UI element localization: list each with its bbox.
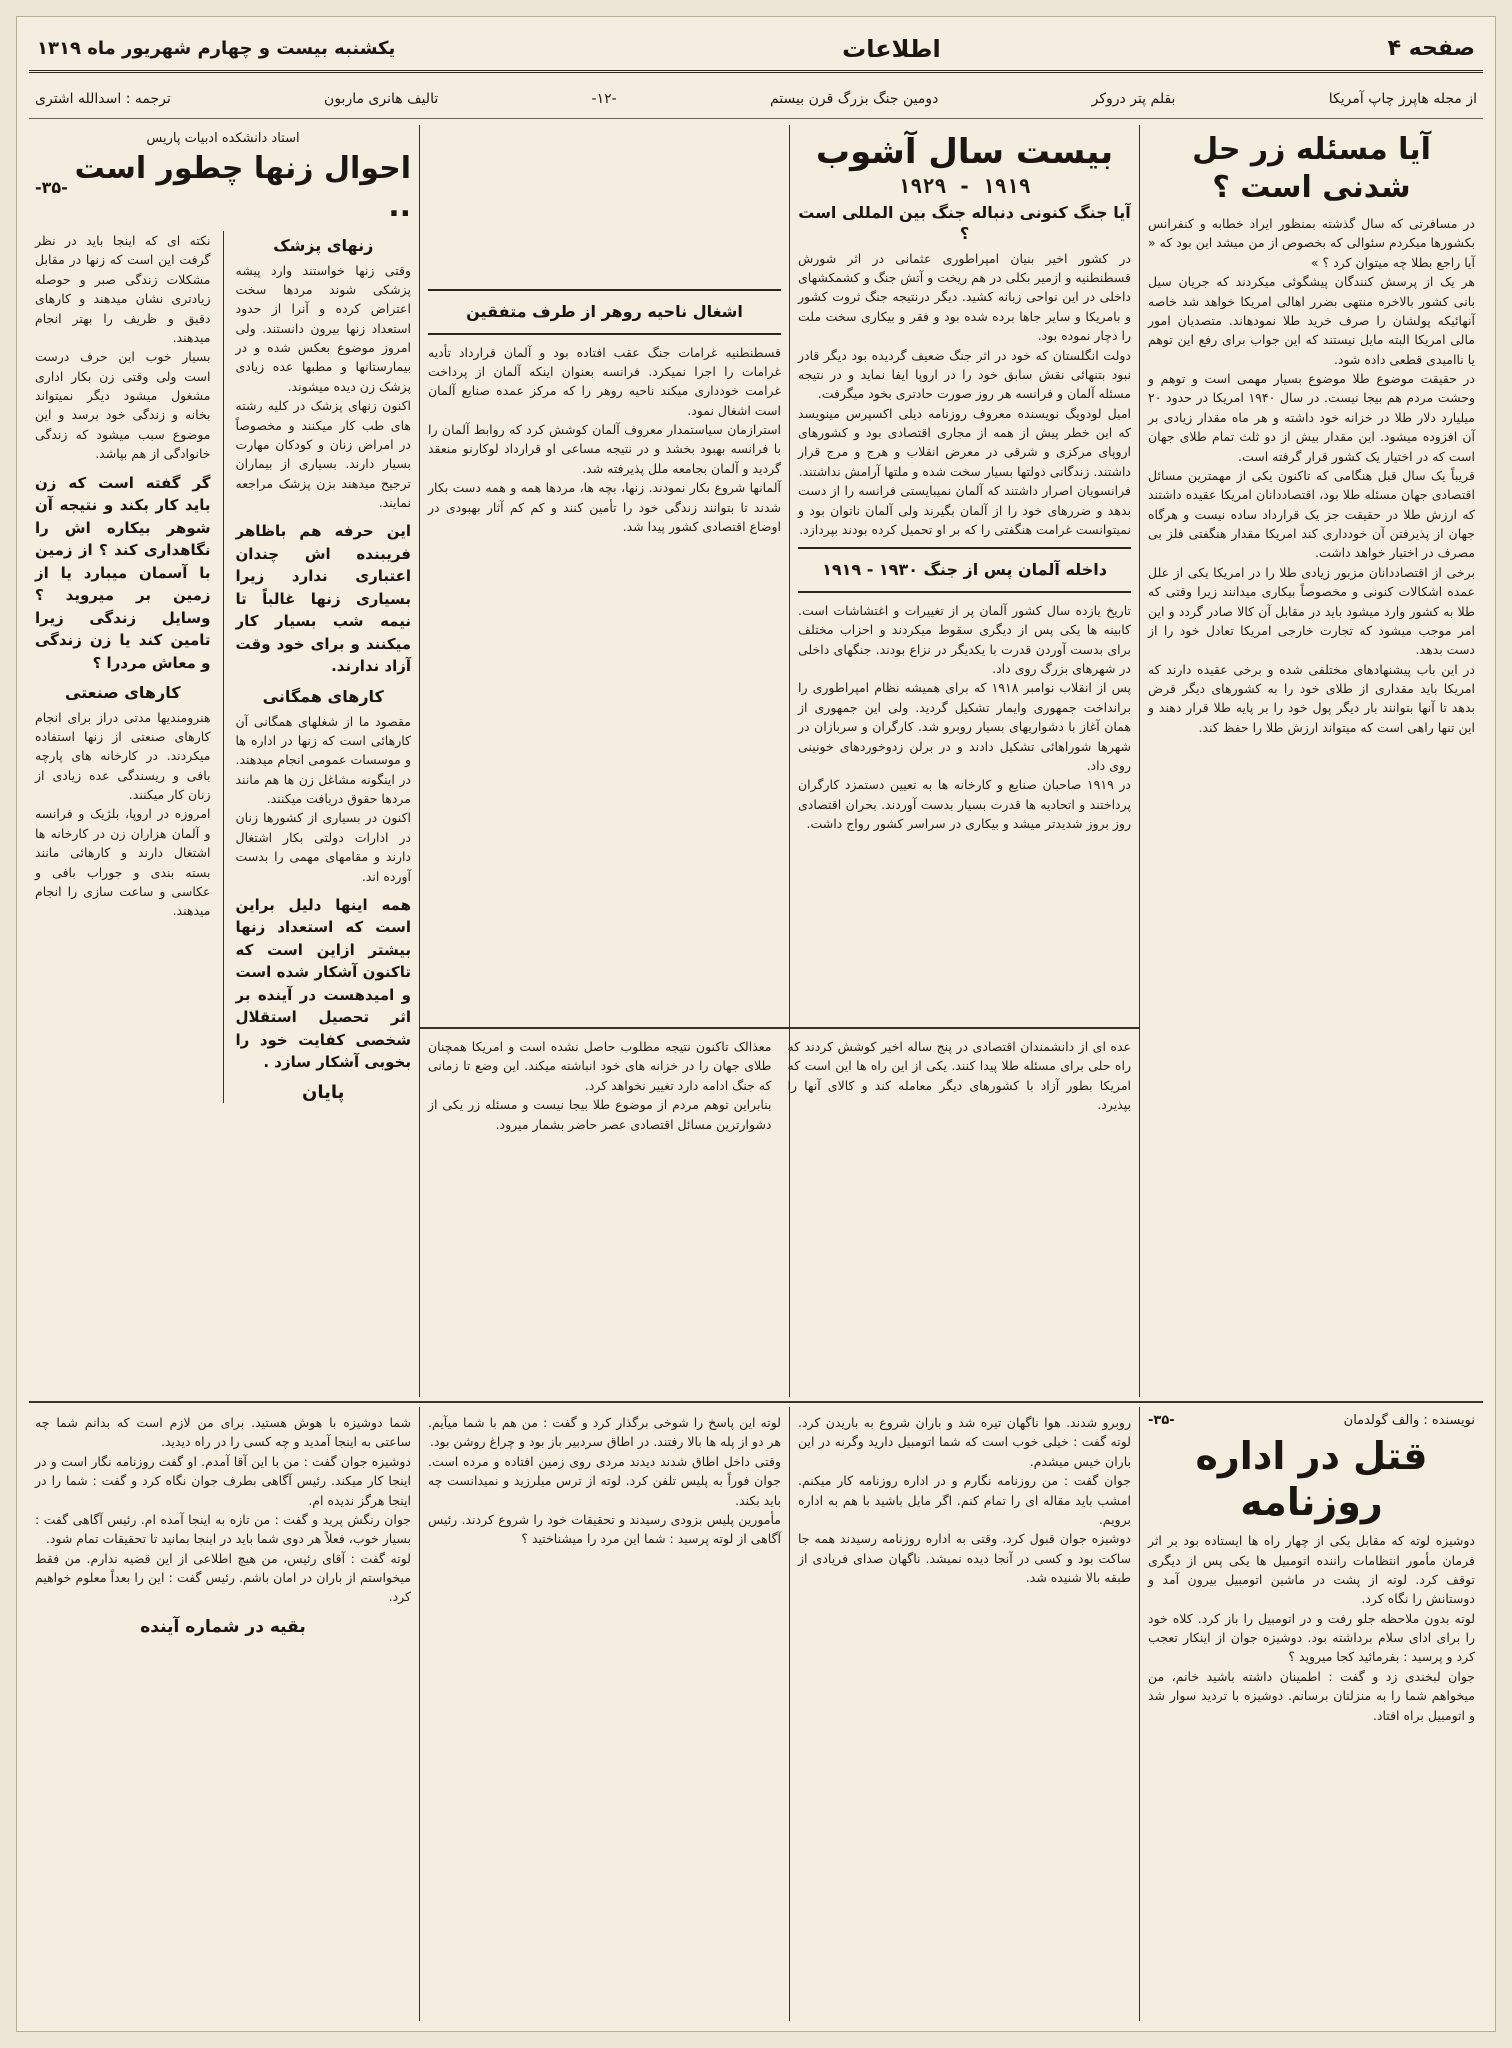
article-women (27, 125, 419, 1397)
section-divider (420, 1027, 1139, 1029)
article-paragraph: مقصود ما از شغلهای همگانی آن کارهائی است که زنها در اداره ها و موسسات عمومی انجام میدهند. در اینگونه مشاغل زن ها هم مانند مردها حقوق دریافت میکنند. (235, 713, 411, 807)
article-paragraph: قریباً یک سال قبل هنگامی که تاکنون یکی از مهمترین مسائل اقتصادی جهان مسئله طلا بود، اقتصاددانان امریکا عقیده داشتند که ارزش طلا در حقیقت جز یک قرارداد ساده نیست و هرگاه جهان از پذیرفتن آن خودداری کند امریکا مقدار هنگفتی فلز بی مصرف در اختیار خواهد داشت. (1148, 467, 1475, 561)
murder-serial: -۳۵- (1148, 1413, 1175, 1428)
article-paragraph: دوشیزه جوان گفت : من با این آقا آمدم. او گفت روزنامه نگار است و در اینجا کار میکند. رئیس آگاهی بطرف جوان نگاه کرد و گفت : شما را در اینجا هرگز ندیده ام. (35, 1453, 411, 1508)
article-paragraph: وقتی زنها خواستند وارد پیشه پزشکی شوند مردها سخت اعتراض کرده و آنرا از حدود استعداد زنها بیرون دانستند. ولی امروز موضوع بعکس شده و در بیمارستانها و مطبها عده زیادی پزشک زن دیده میشوند. (235, 262, 411, 394)
page-number: صفحه ۴ (1387, 36, 1475, 61)
murder-title: قتل در اداره روزنامه (1195, 1434, 1428, 1524)
article-murder-col3 (420, 1407, 789, 2021)
article-paragraph: در این باب پیشنهادهای مختلفی شده و برخی عقیده دارند که امریکا باید مقداری از طلای خود را به کشورهای دیگر قرض بدهد تا آنها بتوانند بار دیگر پول خود را بر پایه طلا قرار دهند و این تنها راهی است که میتواند ارزش طلا را حفظ کند. (1148, 661, 1475, 735)
article-paragraph: برخی از اقتصاددانان مزبور زیادی طلا را در امریکا یکی از علل عمده اشکالات کنونی و مخصوصاً بیکاری میدانند زیرا وقتی که طلا به کشور وارد میشود باید در مقابل آن کالا صادر گردد و این امر موجب میشود که تجارت خارجی امریکا تعادل خود را از دست بدهد. (1148, 564, 1475, 658)
article-paragraph: هر یک از پرسش کنندگان پیشگوئی میکردند که جریان سیل بانی کشور بالاخره منتهی بضرر اهالی امریکا خواهد شد خاصه آنهائیکه پولشان را صرف خرید طلا نمودهاند. متصدیان امور مالی امریکا البته مایل نیستند که این جواب برای رفع این توهم یا ناامیدی قطعی داده شود. (1148, 274, 1475, 367)
bold-quote: گر گفته است که زن باید کار بکند و نتیجه آن شوهر بیکاره اش را نگاهداری کند ؟ از زمین با آسمان میبارد یا از زمین بر میروید ؟ وسایل زندگی زیرا تامین کند یا زن زندگی و معاش مردرا ؟ (35, 473, 211, 672)
author-byline: تالیف هانری ماربون (324, 90, 439, 107)
series-byline: دومین جنگ بزرگ قرن بیستم (769, 90, 939, 107)
article-paragraph: شما دوشیزه با هوش هستید. برای من لازم است که بدانم شما چه ساعتی به اینجا آمدید و چه کسی را در راه دیدید. (35, 1415, 411, 1450)
article-gold (1140, 125, 1483, 1397)
byline-strip (29, 79, 1483, 119)
ending-word: پایان (302, 1081, 345, 1103)
article-paragraph: اکنون زنهای پزشک در کلیه رشته های طب کار میکنند و مخصوصاً در امراض زنان و کودکان مهارت بسیار دارند. بسیاری از بیماران ترجیح میدهند بزن پزشک مراجعه نمایند. (235, 398, 411, 511)
source-byline: از مجله هاپرز چاپ آمریکا (1328, 90, 1477, 107)
newspaper-page (16, 16, 1496, 2032)
article-war-continued (420, 125, 789, 1025)
serial-number: -۱۲- (591, 90, 617, 107)
issue-date: یکشنبه بیست و چهارم شهریور ماه ۱۳۱۹ (37, 38, 396, 59)
article-paragraph: روبرو شدند. هوا ناگهان تیره شد و باران شروع به باریدن کرد. لوته گفت : خیلی خوب است که شما اتومبیل دارید وگرنه در این باران خیس میشدم. (798, 1415, 1131, 1469)
article-women-serial: -۳۵- (35, 178, 68, 197)
article-paragraph: وقتی داخل اطاق شدند دیدند مردی روی زمین افتاده و مرده است. جوان فوراً به پلیس تلفن کرد. لوته از ترس میلرزید و نمیدانست چه باید بکند. (428, 1453, 781, 1508)
article-paragraph: قسطنطنیه غرامات جنگ عقب افتاده بود و آلمان قرارداد تأدیه غرامات را اجرا نمیکرد. فرانسه بعنوان اینکه آلمان از پرداخت غرامت خودداری میکند ناحیه روهر را که مرکز عمده صنایع آلمان است اشغال نمود. (428, 344, 781, 418)
article-paragraph: اکنون در بسیاری از کشورها زنان در ادارات دولتی بکار اشتغال دارند و مقامهای مهمی را بدست آورده اند. (235, 810, 411, 884)
article-paragraph: عده ای از دانشمندان اقتصادی در پنج ساله اخیر کوشش کردند که راه حلی برای مسئله طلا پیدا کنند. یکی از این راه ها این است که امریکا بطور آزاد با کشورهای دیگر معامله کند و کالای آنها را بپذیرد. (787, 1039, 1131, 1113)
article-war-subtitle: آیا جنگ کنونی دنباله جنگ بین المللی است ؟ (798, 202, 1131, 244)
article-murder (1140, 1407, 1483, 2021)
bottom-section-divider (29, 1401, 1483, 1403)
bold-note: این حرفه هم باظاهر فریبنده اش چندان اعتباری ندارد زیرا بسیاری زنها غالباً تا نیمه شب بسیار کار میکنند و برای خود وقت آزاد ندارند. (235, 522, 411, 676)
article-war-years: ۱۹۱۹ - ۱۹۲۹ (898, 173, 1031, 198)
article-paragraph: لوته این پاسخ را شوخی برگذار کرد و گفت : من هم با شما میآیم. هر دو از پله ها بالا رفتند. در اطاق سردبیر باز بود و چراغ روشن بود. (428, 1415, 781, 1450)
continued-note: بقیه در شماره آینده (140, 1616, 306, 1637)
article-paragraph: دوشیزه لوته که مقابل یکی از چهار راه ها ایستاده بود بر اثر فرمان مأمور انتظامات راننده اتومبیل ها یکی پس از دیگری توقف کرد. لوته از پشت در ماشین اتومبیل بیرون آمد و دوستانش را نگاه کرد. (1148, 1533, 1475, 1607)
institute-line: استاد دانشکده ادبیات پاریس (146, 131, 300, 146)
article-paragraph: در مسافرتی که سال گذشته بمنظور ایراد خطابه و کنفرانس بکشورها میکردم سئوالی که بخصوص از من میشد این بود که « آیا راجع بطلا چه میتوان کرد ؟ » (1148, 216, 1475, 270)
murder-author: نویسنده : والف گولدمان (1343, 1413, 1475, 1428)
article-paragraph: نکته ای که اینجا باید در نظر گرفت این است که زنها در مقابل مشکلات زندگی صبر و حوصله زیادتری نشان میدهند و کارهای دقیق و ظریف را بهتر انجام میدهند. (35, 233, 211, 345)
article-paragraph: فرانسویان اصرار داشتند که آلمان نمیبایستی فرانسه را از دست بدهد و ضررهای خود را از آلمان بگیرند ولی آلمان ناتوان بود و نمیتوانست غرامت هنگفتی را که بر او تحمیل کرده بودند بپردازد. (798, 483, 1131, 537)
article-war-title: بیست سال آشوب (815, 132, 1114, 172)
article-paragraph: بسیار خوب این حرف درست است ولی وقتی زن بکار اداری مشغول میشود دیگر نمیتواند بخانه و زندگی خود برسد و این موضوع سبب میشود که زندگی خانوادگی از هم بپاشد. (35, 349, 211, 462)
article-paragraph: مأمورین پلیس بزودی رسیدند و تحقیقات خود را شروع کردند. رئیس آگاهی از لوته پرسید : شما این مرد را میشناختید ؟ (428, 1511, 781, 1547)
paper-name: اطلاعات (842, 34, 941, 63)
article-paragraph: جوان گفت : من روزنامه نگارم و در اداره روزنامه کار میکنم. امشب باید مقاله ای را تمام کنم. اگر مایل باشید با هم به اداره برویم. (798, 1473, 1131, 1527)
article-paragraph: در ۱۹۱۹ صاحبان صنایع و کارخانه ها به تعیین دستمزد کارگران پرداختند و اتحادیه ها قدرت بسیار بدست آوردند. بحران اقتصادی روز بروز شدیدتر میشد و بیکاری در سراسر کشور رواج داشت. (798, 777, 1131, 832)
masthead (29, 27, 1483, 73)
section-title: اشغال ناحیه روهر از طرف متفقین (466, 302, 743, 321)
article-paragraph: دولت انگلستان که خود در اثر جنگ ضعیف گردیده بود دیگر قادر نبود بتنهائی نقش سابق خود را در اروپا ایفا نماید و در نتیجه مسئله آلمان و فرانسه هر روز صورت حادتری بخود میگرفت. (798, 347, 1131, 402)
article-paragraph: جوان لبخندی زد و گفت : اطمینان داشته باشید خانم، من میخواهم شما را به منزلتان برسانم. دوشیزه با تردید سوار شد و اتومبیل براه افتاد. (1148, 1668, 1475, 1723)
translator-byline: ترجمه : اسدالله اشتری (35, 90, 171, 107)
pen-byline: بقلم پتر دروکر (1091, 90, 1176, 107)
article-murder-col4 (27, 1407, 419, 2021)
article-paragraph: استرازمان سیاستمدار معروف آلمان کوشش کرد که روابط آلمان را با فرانسه بهبود بخشد و در نتیجه مساعی او قرارداد لوکارنو منعقد گردید و آلمان بجامعه ملل پذیرفته شد. (428, 422, 781, 476)
article-paragraph: در حقیقت موضوع طلا موضوع بسیار مهمی است و توهم و وحشت مردم هم بیجا نیست. در سال ۱۹۴۰ امریکا در حدود ۲۰ میلیارد دلار طلا در خزانه خود داشته و هر ماه مقدار زیادی بر آن افزوده میشود. این مقدار بیش از دو ثلث تمام طلای جهان است که در اختیار یک کشور قرار گرفته است. (1148, 371, 1475, 464)
article-gold-title: آیا مسئله زر حل شدنی است ؟ (1192, 132, 1431, 205)
article-paragraph: جوان رنگش پرید و گفت : من تازه به اینجا آمده ام. رئیس آگاهی گفت : بسیار خوب، فعلاً هر دوی شما باید در اینجا بمانید تا تحقیقات تمام شود. (35, 1511, 411, 1547)
section-title: زنهای پزشک (273, 236, 374, 255)
article-women-title: احوال زنها چطور است .. (74, 151, 411, 224)
article-murder-col2 (790, 1407, 1139, 2021)
article-paragraph: معذالک تاکنون نتیجه مطلوب حاصل نشده است و امریکا همچنان طلای جهان را در خزانه های خود انباشته میکند. این وضع تا زمانی که جنگ ادامه دارد تغییر نخواهد کرد. (428, 1039, 772, 1093)
article-paragraph: امروزه در اروپا، بلژیک و فرانسه و آلمان هزاران زن در کارخانه ها اشتغال دارند و کارهائی مانند بسته بندی و جوراب بافی و عکاسی و ساعت سازی را انجام میدهند. (35, 806, 211, 919)
section-title: کارهای صنعتی (64, 683, 181, 702)
conclusion: همه اینها دلیل براین است که استعداد زنها بیشتر ازاین است که تاکنون آشکار شده است و امیدهست در آینده بر اثر تحصیل استقلال شخصی کفایت خود را بخوبی آشکار سازد . (235, 895, 411, 1072)
article-paragraph: دوشیزه جوان قبول کرد. وقتی به اداره روزنامه رسیدند همه جا ساکت بود و کسی در آنجا دیده نمیشد. ناگهان صدای فریادی از طبقه بالا شنیده شد. (798, 1531, 1131, 1585)
article-paragraph: پس از انقلاب نوامبر ۱۹۱۸ که برای همیشه نظام امپراطوری را برانداخت جمهوری وایمار تشکیل گردید. ولی این جمهوری از همان آغاز با دشواریهای بسیار روبرو شد. کارگران و سربازان در شهرها شوراهائی تشکیل دادند و در برلن زدوخوردهای خونینی روی داد. (798, 680, 1132, 773)
article-paragraph: هنرومندیها مدتی دراز برای انجام کارهای صنعتی از زنها استفاده میکردند. در کارخانه های پارچه بافی و ریسندگی عده زیادی از زنان کار میکنند. (35, 709, 211, 803)
section-title: داخله آلمان پس از جنگ ۱۹۳۰ - ۱۹۱۹ (822, 560, 1107, 580)
article-paragraph: آلمانها شروع بکار نمودند. زنها، بچه ها، مردها همه و همه دست بکار شدند تا بتوانند زندگی خود را تأمین کنند و کم کم آثار بهبودی در اوضاع اقتصادی کشور پیدا شد. (428, 480, 781, 534)
section-title: کارهای همگانی (262, 686, 384, 706)
article-paragraph: لوته بدون ملاحظه جلو رفت و در اتومبیل را باز کرد. کلاه خود را برای ادای سلام برداشته بود. دوشیزه جوان از اینکار تعجب کرد و پرسید : بفرمائید کجا میروید ؟ (1148, 1610, 1475, 1665)
article-paragraph: در کشور اخیر بنیان امپراطوری عثمانی در اثر شورش قسطنطنیه و ازمیر بکلی در هم ریخت و آتش جنگ و کشمکشهای داخلی در این نواحی زبانه کشید. دیگر درنتیجه جنگ ثروت کشور و بامریکا و سایر جاها برده شده بود و فقر و بیکاری سخت ملت را دچار نموده بود. (798, 250, 1131, 344)
article-paragraph: امیل لودویگ نویسنده معروف روزنامه دیلی اکسپرس مینویسد که این خطر پیش از همه از مجاری اقتصادی بود و کشورهای اروپای مرکزی و شرقی در معرض انقلاب و هرج و مرج قرار داشتند. زندگانی دولتها بسیار سخت شده و ملتها آرامش نداشتند. (798, 405, 1131, 479)
article-paragraph: تاریخ یازده سال کشور آلمان پر از تغییرات و اغتشاشات است. کابینه ها یکی پس از دیگری سقوط میکردند و احزاب مختلف برای بدست آوردن قدرت با یکدیگر در نزاع بودند. جنگهای داخلی در شهرهای بزرگ روی داد. (798, 602, 1131, 677)
article-paragraph: بنابراین توهم مردم از موضوع طلا بیجا نیست و مسئله زر یکی از دشوارترین مسائل اقتصادی عصر حاضر بشمار میرود. (428, 1097, 772, 1132)
article-gold-continued (420, 1031, 1139, 1397)
article-war (790, 125, 1139, 1025)
article-paragraph: لوته گفت : آقای رئیس، من هیچ اطلاعی از این قضیه ندارم. من فقط میخواستم از باران در امان باشم. رئیس گفت : این را بعداً معلوم خواهیم کرد. (35, 1550, 411, 1605)
